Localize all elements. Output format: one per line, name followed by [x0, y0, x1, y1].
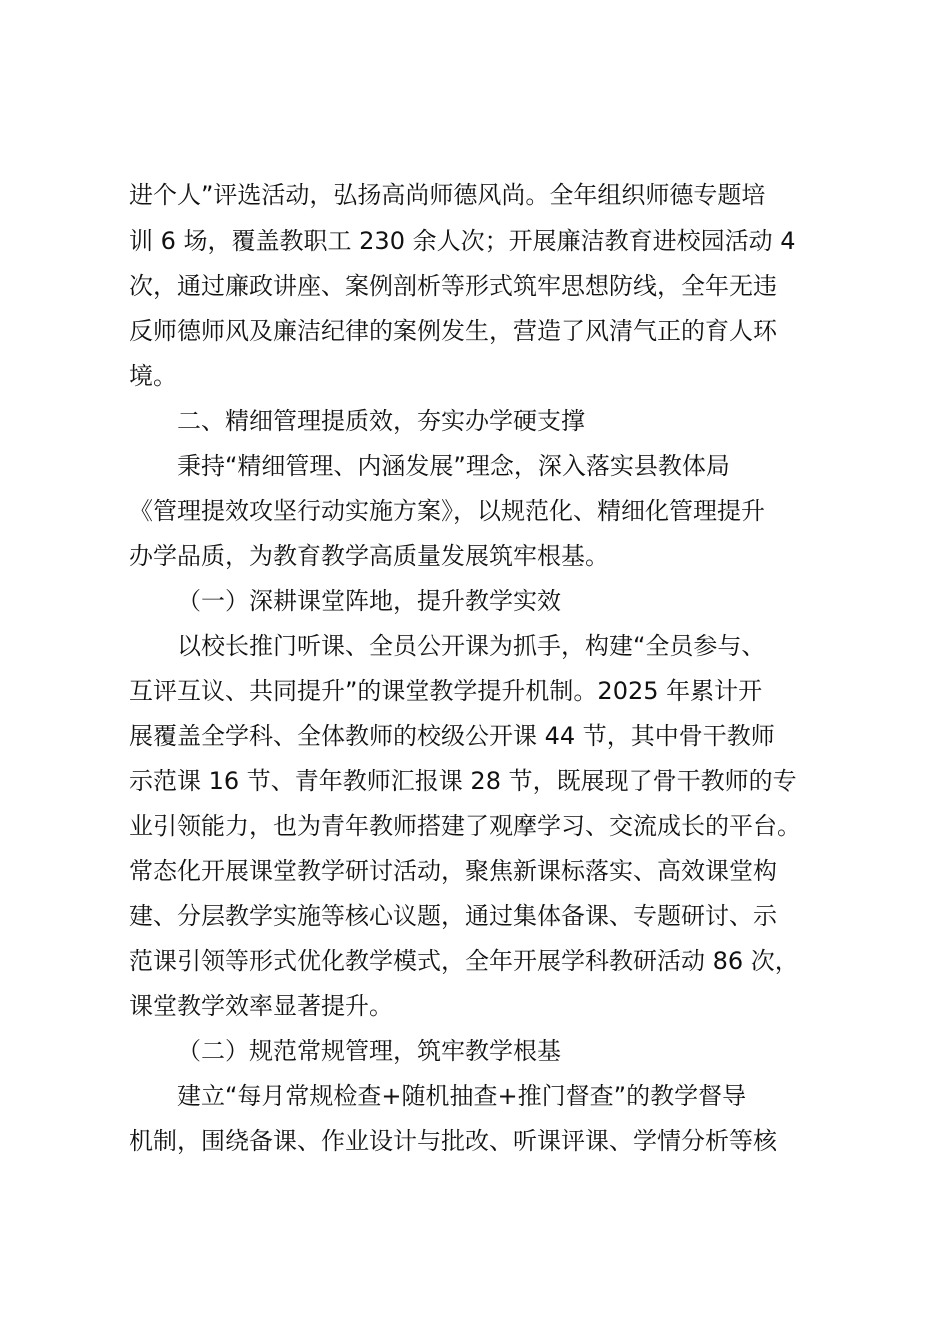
paragraph-line: 境。 — [129, 362, 177, 390]
paragraph-line: 进个人”评选活动，弘扬高尚师德风尚。全年组织师德专题培 — [129, 181, 766, 209]
subsection-heading: （二）规范常规管理，筑牢教学根基 — [177, 1037, 561, 1065]
paragraph-line: 次，通过廉政讲座、案例剖析等形式筑牢思想防线，全年无违 — [129, 272, 777, 300]
paragraph-line: 建立“每月常规检查+随机抽查+推门督查”的教学督导 — [177, 1082, 747, 1110]
paragraph-line: 范课引领等形式优化教学模式，全年开展学科教研活动 86 次， — [129, 947, 799, 975]
paragraph-line: 秉持“精细管理、内涵发展”理念，深入落实县教体局 — [177, 452, 730, 480]
paragraph-line: 业引领能力，也为青年教师搭建了观摩学习、交流成长的平台。 — [129, 812, 801, 840]
paragraph-line: 办学品质，为教育教学高质量发展筑牢根基。 — [129, 542, 609, 570]
paragraph-line: 建、分层教学实施等核心议题，通过集体备课、专题研讨、示 — [129, 902, 777, 930]
paragraph-line: 以校长推门听课、全员公开课为抓手，构建“全员参与、 — [177, 632, 766, 660]
paragraph-line: 机制，围绕备课、作业设计与批改、听课评课、学情分析等核 — [129, 1127, 777, 1155]
paragraph-line: 课堂教学效率显著提升。 — [129, 992, 393, 1020]
paragraph-line: 互评互议、共同提升”的课堂教学提升机制。2025 年累计开 — [129, 677, 763, 705]
paragraph-line: 《管理提效攻坚行动实施方案》，以规范化、精细化管理提升 — [129, 497, 765, 525]
paragraph-line: 常态化开展课堂教学研讨活动，聚焦新课标落实、高效课堂构 — [129, 857, 777, 885]
paragraph-line: 展覆盖全学科、全体教师的校级公开课 44 节，其中骨干教师 — [129, 722, 775, 750]
paragraph-line: 反师德师风及廉洁纪律的案例发生，营造了风清气正的育人环 — [129, 317, 777, 345]
subsection-heading: （一）深耕课堂阵地，提升教学实效 — [177, 587, 561, 615]
paragraph-line: 示范课 16 节、青年教师汇报课 28 节，既展现了骨干教师的专 — [129, 767, 797, 795]
paragraph-line: 训 6 场，覆盖教职工 230 余人次；开展廉洁教育进校园活动 4 — [129, 227, 796, 255]
section-heading: 二、精细管理提质效，夯实办学硬支撑 — [177, 407, 585, 435]
